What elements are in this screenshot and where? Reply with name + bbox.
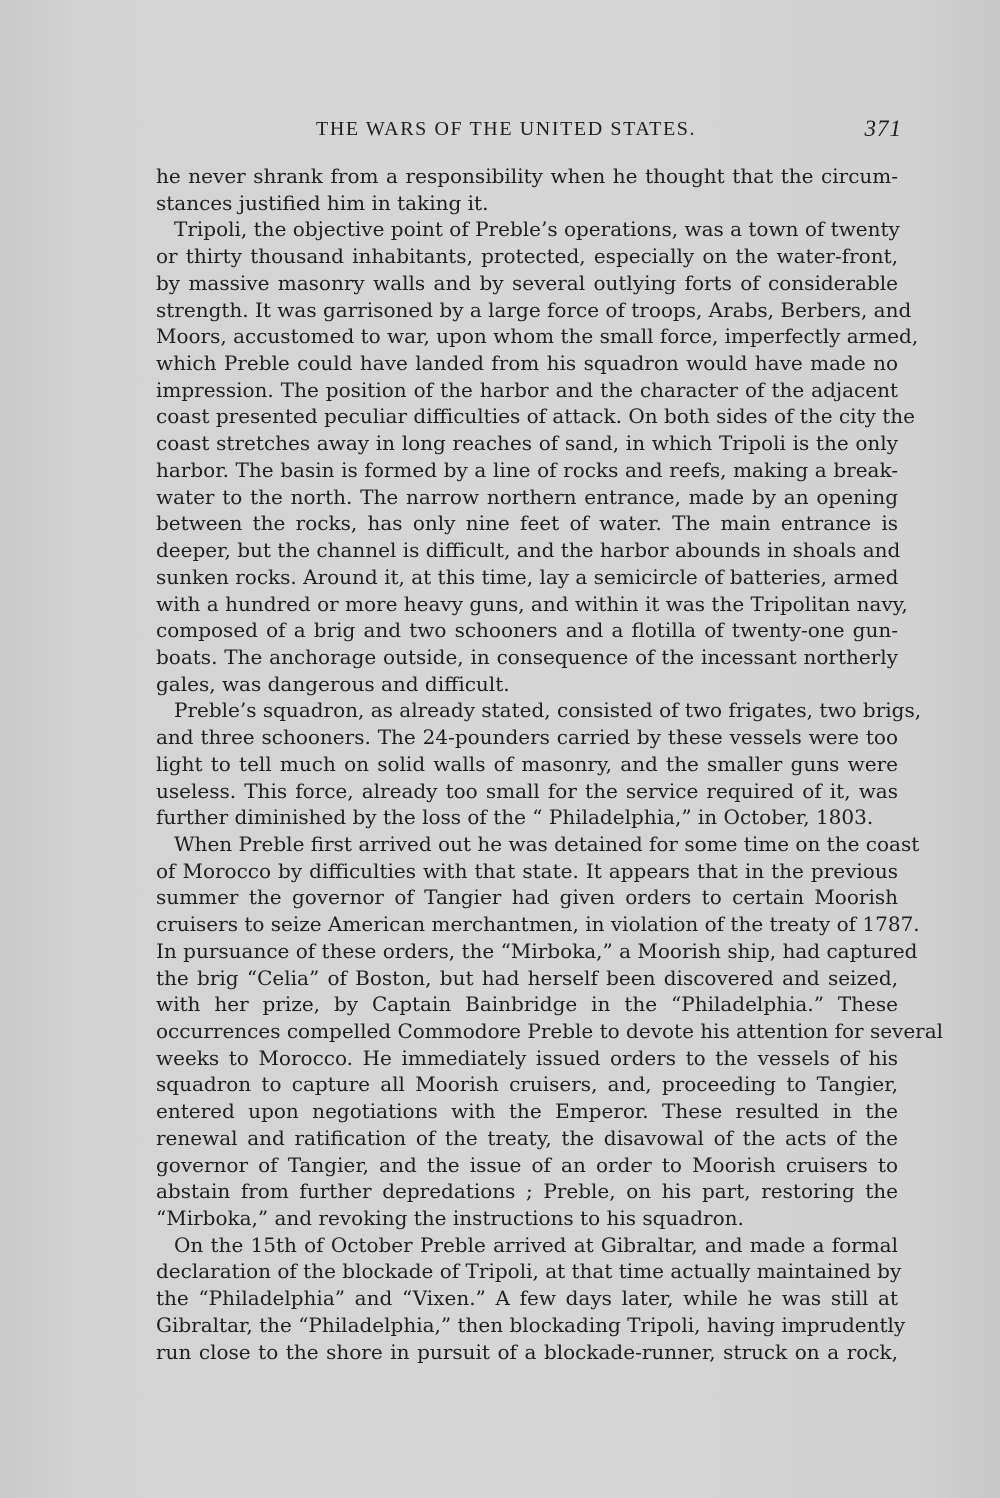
running-head: THE WARS OF THE UNITED STATES. (316, 118, 697, 140)
text-line: renewal and ratification of the treaty, the disavowal of the acts of the (156, 1125, 898, 1150)
page-number: 371 (864, 116, 902, 141)
text-line: boats. The anchorage outside, in consequence of the incessant northerly (156, 644, 898, 669)
text-line: “Mirboka,” and revoking the instructions to his squadron. (156, 1206, 744, 1231)
text-line: harbor. The basin is formed by a line of rocks and reefs, making a break- (156, 457, 898, 482)
text-line: occurrences compelled Commodore Preble to devote his attention for several (156, 1019, 944, 1043)
text-line: between the rocks, has only nine feet of water. The main entrance is (156, 511, 898, 536)
text-line: On the 15th of October Preble arrived at Gibraltar, and made a formal (174, 1232, 898, 1257)
text-line: governor of Tangier, and the issue of an order to Moorish cruisers to (156, 1152, 898, 1177)
text-line: coast stretches away in long reaches of sand, in which Tripoli is the only (156, 431, 898, 456)
text-line: summer the governor of Tangier had given orders to certain Moorish (156, 885, 898, 910)
text-line: Gibraltar, the “Philadelphia,” then blockading Tripoli, having imprudently (156, 1312, 906, 1337)
text-line: Tripoli, the objective point of Preble’s operations, was a town of twenty (174, 217, 900, 242)
text-line: he never shrank from a responsibility when he thought that the circum- (156, 164, 898, 188)
text-line: deeper, but the channel is difficult, and the harbor abounds in shoals and (156, 538, 901, 563)
text-line: In pursuance of these orders, the “Mirboka,” a Moorish ship, had captured (156, 938, 918, 963)
text-line: entered upon negotiations with the Emperor. These resulted in the (156, 1099, 898, 1124)
text-line: the brig “Celia” of Boston, but had herself been discovered and seized, (156, 965, 898, 990)
text-line: squadron to capture all Moorish cruisers, and, proceeding to Tangier, (156, 1072, 898, 1097)
text-line: Moors, accustomed to war, upon whom the small force, imperfectly armed, (156, 324, 919, 349)
text-line: declaration of the blockade of Tripoli, at that time actually maintained by (156, 1259, 902, 1284)
text-line: of Morocco by difficulties with that state. It appears that in the previous (156, 858, 898, 883)
text-line: cruisers to seize American merchantmen, in violation of the treaty of 1787. (156, 912, 920, 937)
text-line: impression. The position of the harbor and the character of the adjacent (156, 377, 898, 402)
text-line: Preble’s squadron, as already stated, consisted of two frigates, two brigs, (174, 698, 922, 723)
text-line: the “Philadelphia” and “Vixen.” A few days later, while he was still at (156, 1286, 898, 1311)
text-line: by massive masonry walls and by several outlying forts of considerable (156, 270, 898, 295)
text-line: stances justified him in taking it. (156, 190, 489, 215)
text-line: water to the north. The narrow northern entrance, made by an opening (156, 484, 898, 509)
text-line: strength. It was garrisoned by a large force of troops, Arabs, Berbers, and (156, 297, 912, 322)
text-line: with her prize, by Captain Bainbridge in the “Philadelphia.” These (156, 992, 898, 1017)
text-line: composed of a brig and two schooners and a flotilla of twenty-one gun- (156, 618, 898, 643)
text-line: abstain from further depredations ; Preble, on his part, restoring the (156, 1179, 898, 1204)
text-line: gales, was dangerous and difficult. (156, 671, 510, 696)
text-line: useless. This force, already too small for the service required of it, was (156, 778, 898, 803)
text-line: with a hundred or more heavy guns, and within it was the Tripolitan navy, (156, 591, 908, 616)
text-line: coast presented peculiar difficulties of attack. On both sides of the city the (156, 404, 915, 429)
text-line: weeks to Morocco. He immediately issued orders to the vessels of his (156, 1045, 898, 1070)
body-text (156, 163, 944, 1365)
text-line: run close to the shore in pursuit of a blockade-runner, struck on a rock, (156, 1339, 898, 1364)
text-line: and three schooners. The 24-pounders carried by these vessels were too (156, 725, 898, 750)
text-line: further diminished by the loss of the “ Philadelphia,” in October, 1803. (156, 805, 874, 830)
page-header (150, 116, 910, 156)
text-line: sunken rocks. Around it, at this time, lay a semicircle of batteries, armed (156, 564, 899, 589)
text-line: or thirty thousand inhabitants, protected, especially on the water-front, (156, 244, 898, 269)
text-line: When Preble first arrived out he was detained for some time on the coast (174, 831, 920, 856)
text-line: which Preble could have landed from his squadron would have made no (156, 351, 898, 376)
text-line: light to tell much on solid walls of masonry, and the smaller guns were (156, 751, 898, 776)
